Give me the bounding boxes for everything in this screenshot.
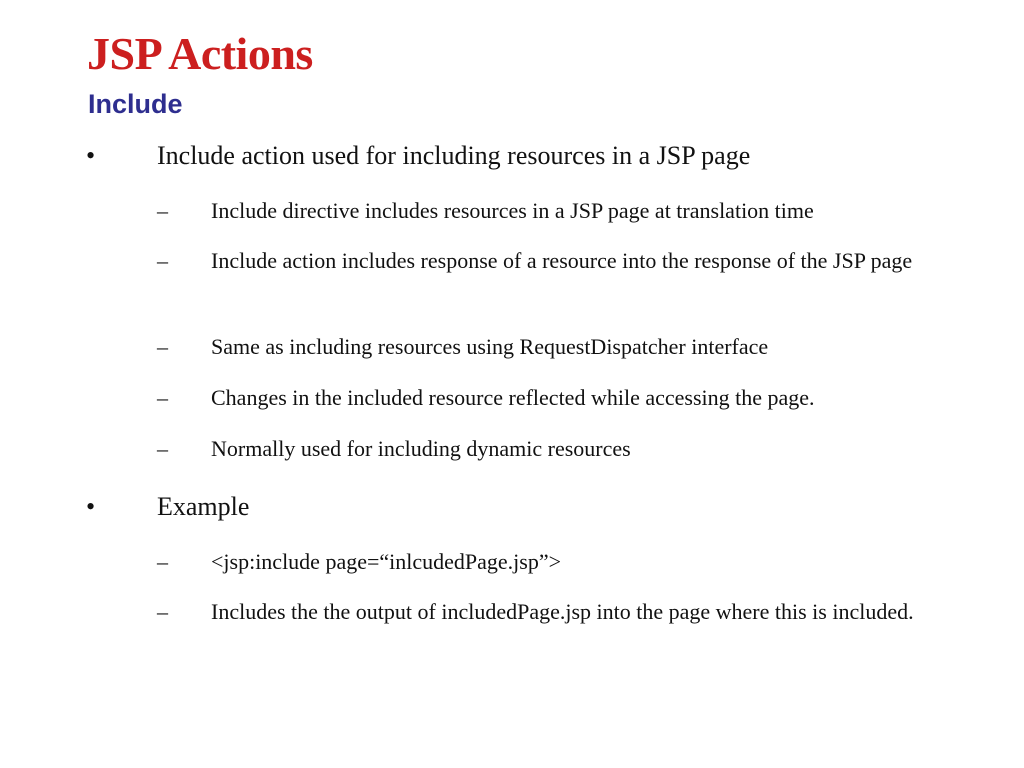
sub-bullet-marker: – <box>157 248 168 273</box>
sub-bullet-marker: – <box>157 436 168 461</box>
sub-bullet-marker: – <box>157 549 168 574</box>
sub-bullet-text: Include action includes response of a resource into the response of the JSP page <box>211 248 913 273</box>
bullet-marker: • <box>86 141 96 170</box>
slide-subtitle: Include <box>88 89 183 119</box>
slide-title: JSP Actions <box>87 28 313 79</box>
sub-bullet-text: <jsp:include page=“inlcudedPage.jsp”> <box>211 549 562 574</box>
sub-bullet-text: Includes the the output of includedPage.jsp into the page where this is included. <box>211 599 914 624</box>
sub-bullet-marker: – <box>157 599 168 624</box>
sub-bullet-marker: – <box>157 385 168 410</box>
bullet-text: Example <box>157 492 250 521</box>
sub-bullet-text: Include directive includes resources in a JSP page at translation time <box>211 198 814 223</box>
sub-bullet-marker: – <box>157 334 168 359</box>
sub-bullet-text: Normally used for including dynamic resources <box>211 436 631 461</box>
sub-bullet-marker: – <box>157 198 168 223</box>
bullet-marker: • <box>86 492 96 521</box>
bullet-text: Include action used for including resources in a JSP page <box>157 141 751 170</box>
sub-bullet-text: Changes in the included resource reflected while accessing the page. <box>211 385 815 410</box>
sub-bullet-text: Same as including resources using RequestDispatcher interface <box>211 334 769 359</box>
